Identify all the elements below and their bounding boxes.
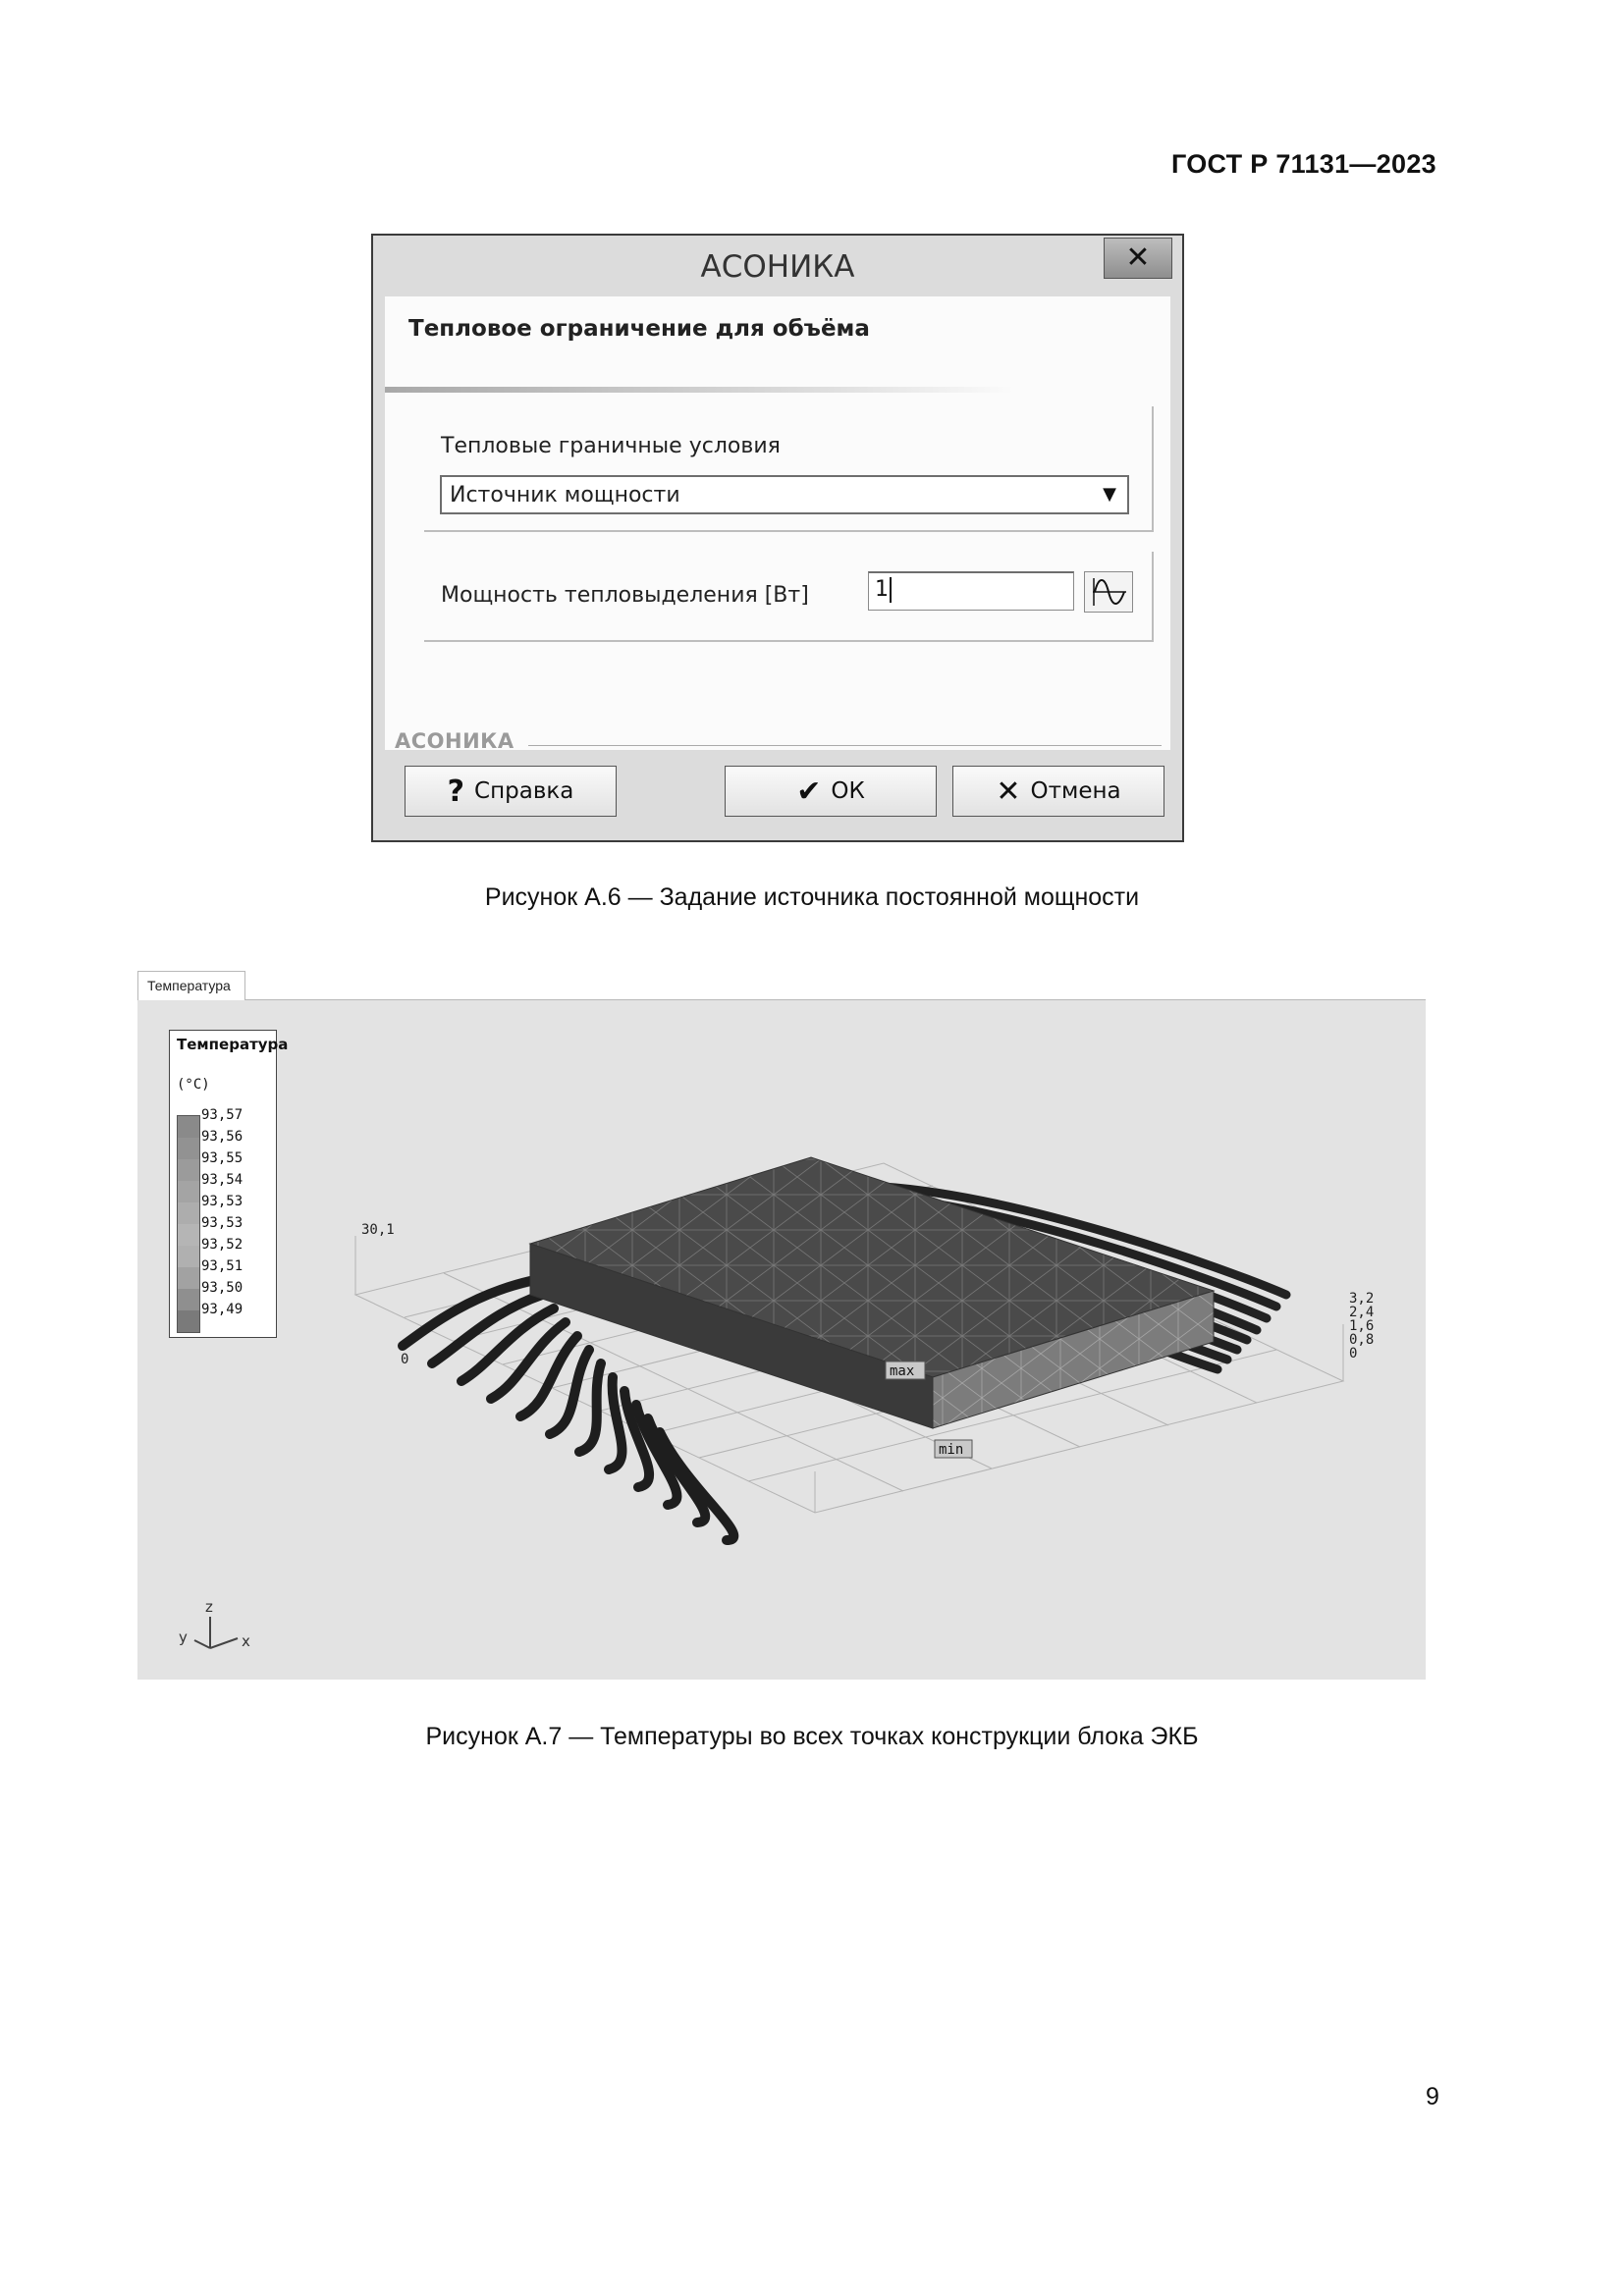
legend-unit: (°С) xyxy=(177,1077,210,1093)
dialog-heading: Тепловое ограничение для объёма xyxy=(408,316,870,342)
dialog-titlebar xyxy=(373,236,1182,296)
temperature-figure xyxy=(137,971,1426,1680)
chip-body xyxy=(530,1157,1214,1428)
axis-tick-right-4: 0 xyxy=(1349,1346,1358,1362)
power-input[interactable] xyxy=(868,571,1074,611)
max-marker: max xyxy=(890,1363,915,1379)
pcb-3d-model xyxy=(137,1000,1426,1680)
text-caret xyxy=(890,577,892,603)
power-input-value: 1 xyxy=(875,577,889,602)
close-button[interactable] xyxy=(1104,238,1172,279)
footer-brand-label: АСОНИКА xyxy=(395,729,514,753)
cancel-button-label: Отмена xyxy=(1030,778,1121,804)
axis-z-label: z xyxy=(205,1598,213,1616)
legend-value: 93,49 xyxy=(201,1302,244,1317)
close-icon: ✕ xyxy=(1125,240,1151,275)
figure-a6-caption: Рисунок А.6 — Задание источника постоянной мощности xyxy=(484,883,1140,911)
dialog-body xyxy=(385,296,1170,750)
3d-viewport[interactable] xyxy=(137,1000,1426,1680)
document-header: ГОСТ Р 71131—2023 xyxy=(1170,149,1436,179)
boundary-conditions-value: Источник мощности xyxy=(450,483,680,507)
legend-value: 93,52 xyxy=(201,1237,244,1253)
min-marker: min xyxy=(939,1442,964,1458)
boundary-conditions-label: Тепловые граничные условия xyxy=(441,434,781,458)
axis-tick-right-1: 2,4 xyxy=(1349,1305,1375,1320)
legend-color-bar xyxy=(177,1115,200,1333)
axis-triad xyxy=(194,1617,238,1648)
question-mark-icon: ? xyxy=(447,774,465,809)
ok-button[interactable] xyxy=(725,766,937,817)
axis-tick-right-3: 0,8 xyxy=(1349,1332,1375,1348)
ok-button-label: ОК xyxy=(831,778,865,804)
boundary-conditions-select[interactable] xyxy=(440,475,1129,514)
axis-label-left-top: 30,1 xyxy=(361,1222,395,1238)
axis-label-left-zero: 0 xyxy=(401,1352,409,1367)
legend-value: 93,55 xyxy=(201,1150,244,1166)
dialog-title: АСОНИКА xyxy=(700,249,855,285)
help-button-label: Справка xyxy=(474,778,574,804)
function-editor-button[interactable] xyxy=(1084,571,1133,613)
tab-temperature[interactable]: Температура xyxy=(137,971,245,1000)
footer-separator xyxy=(528,745,1162,746)
legend-value: 93,51 xyxy=(201,1258,244,1274)
legend-value: 93,50 xyxy=(201,1280,244,1296)
checkmark-icon: ✔ xyxy=(796,774,822,809)
cross-icon: ✕ xyxy=(996,774,1021,809)
power-group xyxy=(424,552,1154,642)
legend-value: 93,56 xyxy=(201,1129,244,1145)
axis-tick-right-2: 1,6 xyxy=(1349,1318,1375,1334)
power-label: Мощность тепловыделения [Вт] xyxy=(441,583,809,608)
axis-y-label: y xyxy=(179,1629,188,1646)
figure-a7-caption: Рисунок А.7 — Температуры во всех точках конструкции блока ЭКБ xyxy=(425,1723,1199,1750)
axis-x-label: x xyxy=(242,1632,250,1650)
temperature-legend xyxy=(169,1030,289,1338)
asonika-dialog xyxy=(371,234,1184,842)
legend-value: 93,57 xyxy=(201,1107,244,1123)
sine-wave-icon xyxy=(1085,572,1132,612)
legend-title: Температура xyxy=(177,1036,289,1053)
cancel-button[interactable] xyxy=(952,766,1164,817)
axis-tick-right-0: 3,2 xyxy=(1349,1291,1375,1307)
heading-separator xyxy=(385,387,1013,393)
boundary-conditions-group xyxy=(424,406,1154,532)
chevron-down-icon[interactable]: ▼ xyxy=(1103,484,1116,505)
legend-value: 93,53 xyxy=(201,1215,244,1231)
legend-value: 93,53 xyxy=(201,1194,244,1209)
page-number: 9 xyxy=(1426,2083,1439,2110)
legend-value: 93,54 xyxy=(201,1172,244,1188)
help-button[interactable] xyxy=(405,766,617,817)
